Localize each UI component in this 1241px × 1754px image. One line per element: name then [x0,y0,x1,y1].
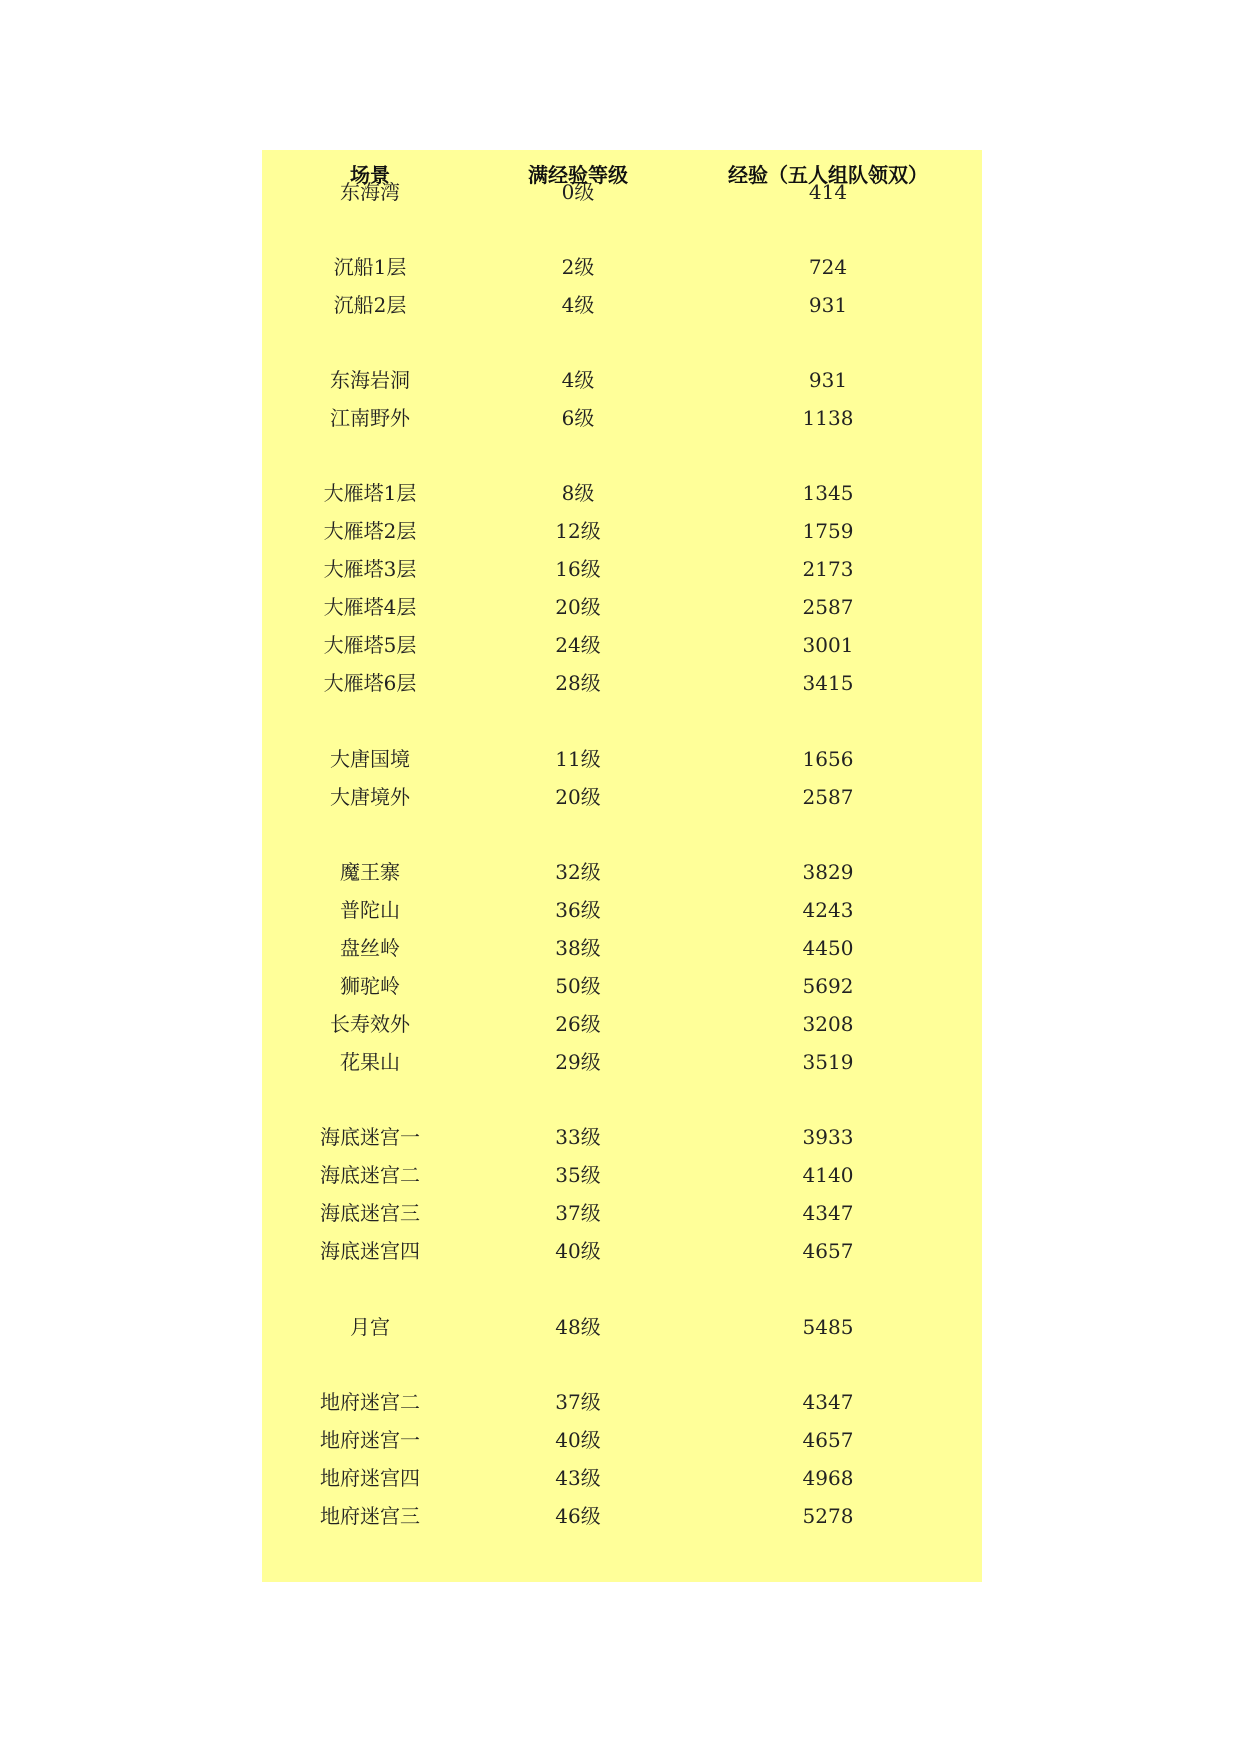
table-row [262,891,982,929]
level-cell: 4级 [561,293,595,317]
table-row [262,967,982,1005]
table-row [262,248,982,286]
level-cell: 2级 [561,255,595,279]
level-cell: 35级 [555,1163,601,1187]
scene-cell: 东海岩洞 [330,368,410,392]
level-cell: 24级 [555,633,601,657]
scene-cell: 大雁塔2层 [323,519,417,543]
level-cell: 28级 [555,671,601,695]
table-row [262,1156,982,1194]
exp-cell: 1759 [802,519,854,543]
table-row [262,173,982,211]
scene-cell: 地府迷宫二 [320,1390,420,1414]
scene-cell: 大雁塔3层 [323,557,417,581]
exp-cell: 1138 [802,406,854,430]
experience-table [262,150,982,1582]
level-cell: 43级 [555,1466,601,1490]
table-row [262,399,982,437]
level-cell: 8级 [561,481,595,505]
level-cell: 6级 [561,406,595,430]
table-row [262,1497,982,1535]
exp-cell: 4968 [802,1466,854,1490]
level-cell: 12级 [555,519,601,543]
table-row [262,929,982,967]
scene-cell: 花果山 [340,1050,400,1074]
level-cell: 46级 [555,1504,601,1528]
exp-cell: 4347 [802,1390,854,1414]
exp-cell: 4347 [802,1201,854,1225]
scene-cell: 普陀山 [340,898,400,922]
scene-cell: 沉船2层 [333,293,407,317]
exp-cell: 1656 [802,747,854,771]
level-cell: 38级 [555,936,601,960]
table-row [262,550,982,588]
level-cell: 11级 [555,747,601,771]
exp-cell: 4657 [802,1428,854,1452]
level-cell: 36级 [555,898,601,922]
scene-cell: 地府迷宫四 [320,1466,420,1490]
level-cell: 20级 [555,595,601,619]
scene-cell: 长寿效外 [330,1012,410,1036]
table-row [262,512,982,550]
scene-cell: 大雁塔4层 [323,595,417,619]
scene-cell: 地府迷宫三 [320,1504,420,1528]
table-row [262,1308,982,1346]
exp-cell: 931 [808,293,848,317]
scene-cell: 狮驼岭 [340,974,400,998]
exp-cell: 5485 [802,1315,854,1339]
exp-cell: 4243 [802,898,854,922]
table-row [262,474,982,512]
scene-cell: 大唐境外 [330,785,410,809]
level-cell: 4级 [561,368,595,392]
exp-cell: 414 [808,180,848,204]
level-cell: 37级 [555,1390,601,1414]
exp-cell: 2587 [802,785,854,809]
level-cell: 37级 [555,1201,601,1225]
exp-cell: 2587 [802,595,854,619]
exp-cell: 3519 [802,1050,854,1074]
column-header-level: 满经验等级 [528,163,628,187]
level-cell: 48级 [555,1315,601,1339]
scene-cell: 海底迷宫四 [320,1239,420,1263]
table-row [262,588,982,626]
level-cell: 33级 [555,1125,601,1149]
table-row [262,286,982,324]
scene-cell: 海底迷宫一 [320,1125,420,1149]
scene-cell: 沉船1层 [333,255,407,279]
table-row [262,1421,982,1459]
exp-cell: 4140 [802,1163,854,1187]
table-row [262,778,982,816]
column-header-exp: 经验（五人组队领双） [728,163,928,187]
scene-cell: 大雁塔6层 [323,671,417,695]
scene-cell: 东海湾 [340,180,400,204]
level-cell: 26级 [555,1012,601,1036]
table-row [262,664,982,702]
table-row [262,740,982,778]
level-cell: 50级 [555,974,601,998]
table-row [262,1043,982,1081]
table-row [262,361,982,399]
level-cell: 20级 [555,785,601,809]
exp-cell: 724 [808,255,848,279]
scene-cell: 海底迷宫三 [320,1201,420,1225]
exp-cell: 3933 [802,1125,854,1149]
table-row [262,1383,982,1421]
table-row [262,1005,982,1043]
scene-cell: 大雁塔1层 [323,481,417,505]
exp-cell: 3208 [802,1012,854,1036]
scene-cell: 海底迷宫二 [320,1163,420,1187]
exp-cell: 3415 [802,671,854,695]
exp-cell: 1345 [802,481,854,505]
table-row [262,1459,982,1497]
level-cell: 16级 [555,557,601,581]
exp-cell: 4657 [802,1239,854,1263]
level-cell: 40级 [555,1239,601,1263]
scene-cell: 盘丝岭 [340,936,400,960]
exp-cell: 3001 [802,633,854,657]
level-cell: 32级 [555,860,601,884]
level-cell: 0级 [561,180,595,204]
table-row [262,1118,982,1156]
scene-cell: 江南野外 [330,406,410,430]
scene-cell: 地府迷宫一 [320,1428,420,1452]
column-header-scene: 场景 [350,163,390,187]
exp-cell: 5278 [802,1504,854,1528]
exp-cell: 5692 [802,974,854,998]
level-cell: 40级 [555,1428,601,1452]
exp-cell: 931 [808,368,848,392]
exp-cell: 2173 [802,557,854,581]
exp-cell: 3829 [802,860,854,884]
table-row [262,1194,982,1232]
table-row [262,1232,982,1270]
scene-cell: 大唐国境 [330,747,410,771]
table-row [262,853,982,891]
table-row [262,626,982,664]
scene-cell: 月宫 [350,1315,390,1339]
exp-cell: 4450 [802,936,854,960]
level-cell: 29级 [555,1050,601,1074]
scene-cell: 大雁塔5层 [323,633,417,657]
scene-cell: 魔王寨 [340,860,400,884]
